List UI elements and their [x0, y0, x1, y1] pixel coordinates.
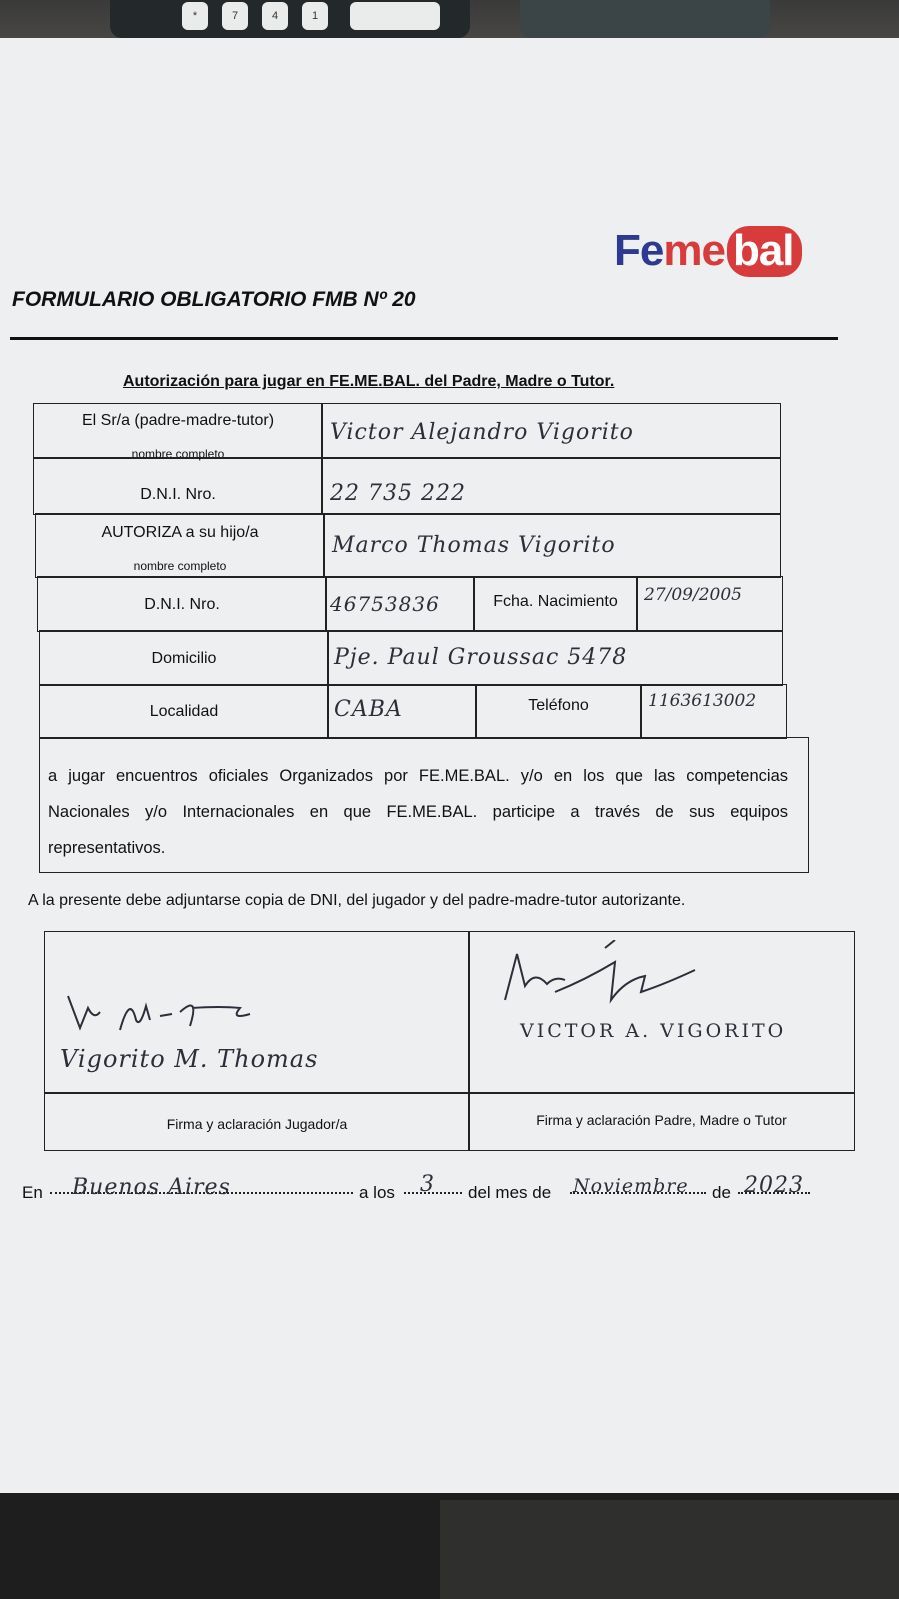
form-subtitle: Autorización para jugar en FE.ME.BAL. del Padre, Madre o Tutor.: [123, 373, 615, 390]
footer-de-label: de: [712, 1183, 731, 1202]
player-signature: [60, 990, 290, 1040]
address-label: Domicilio: [151, 650, 217, 667]
address-value: Pje. Paul Groussac 5478: [334, 645, 628, 670]
player-signature-caption: Firma y aclaración Jugador/a: [166, 1116, 348, 1132]
calculator-key: [350, 2, 440, 30]
parent-dni-value: 22 735 222: [330, 481, 466, 506]
footer-a-los-label: a los: [359, 1183, 395, 1202]
femebal-logo: Feme bal: [614, 226, 802, 276]
footer-year-value: 2023: [744, 1173, 804, 1198]
device: [520, 0, 770, 38]
birth-date-value: 27/09/2005: [644, 585, 742, 605]
background-shadow: [440, 1500, 899, 1599]
parent-sublabel: nombre completo: [131, 447, 225, 461]
child-dni-value: 46753836: [330, 592, 440, 616]
parent-clarification: VICTOR A. VIGORITO: [520, 1020, 787, 1042]
city-value: CABA: [334, 697, 403, 722]
parent-signature-caption: Firma y aclaración Padre, Madre o Tutor: [536, 1112, 787, 1128]
parent-name-value: Victor Alejandro Vigorito: [330, 420, 634, 445]
birth-label: Fcha. Nacimiento: [493, 593, 618, 610]
child-sublabel: nombre completo: [133, 559, 227, 573]
footer-place-value: Buenos Aires: [72, 1175, 231, 1200]
title-rule: [10, 337, 838, 340]
form-title: FORMULARIO OBLIGATORIO FMB Nº 20: [12, 288, 416, 311]
calculator-key: *: [182, 2, 208, 30]
footer-month-value: Noviembre: [573, 1175, 689, 1197]
footer-en-label: En: [22, 1183, 43, 1202]
city-label: Localidad: [149, 703, 219, 720]
child-label: AUTORIZA a su hijo/a: [101, 524, 259, 541]
phone-value: 1163613002: [648, 691, 757, 711]
calculator-device: [110, 0, 470, 38]
calculator-key: 1: [302, 2, 328, 30]
footer-day-value: 3: [420, 1172, 435, 1197]
calculator-key: 4: [262, 2, 288, 30]
parent-label: El Sr/a (padre-madre-tutor): [81, 412, 275, 429]
phone-label: Teléfono: [528, 697, 589, 714]
dni-label: D.N.I. Nro.: [140, 486, 216, 503]
footer-mes-label: del mes de: [468, 1183, 552, 1202]
authorization-paragraph: a jugar encuentros oficiales Organizados por FE.ME.BAL. y/o en los que las competencias Nacionales y/o Internacionales en que FE.ME.BAL. participe a través de sus equipos representativos.: [48, 767, 788, 857]
player-clarification: Vigorito M. Thomas: [60, 1045, 319, 1073]
attachment-note: A la presente debe adjuntarse copia de DNI, del jugador y del padre-madre-tutor autorizante.: [28, 892, 686, 909]
parent-signature: [495, 940, 725, 1015]
child-name-value: Marco Thomas Vigorito: [332, 533, 616, 558]
calculator-key: 7: [222, 2, 248, 30]
child-dni-label: D.N.I. Nro.: [144, 596, 220, 613]
